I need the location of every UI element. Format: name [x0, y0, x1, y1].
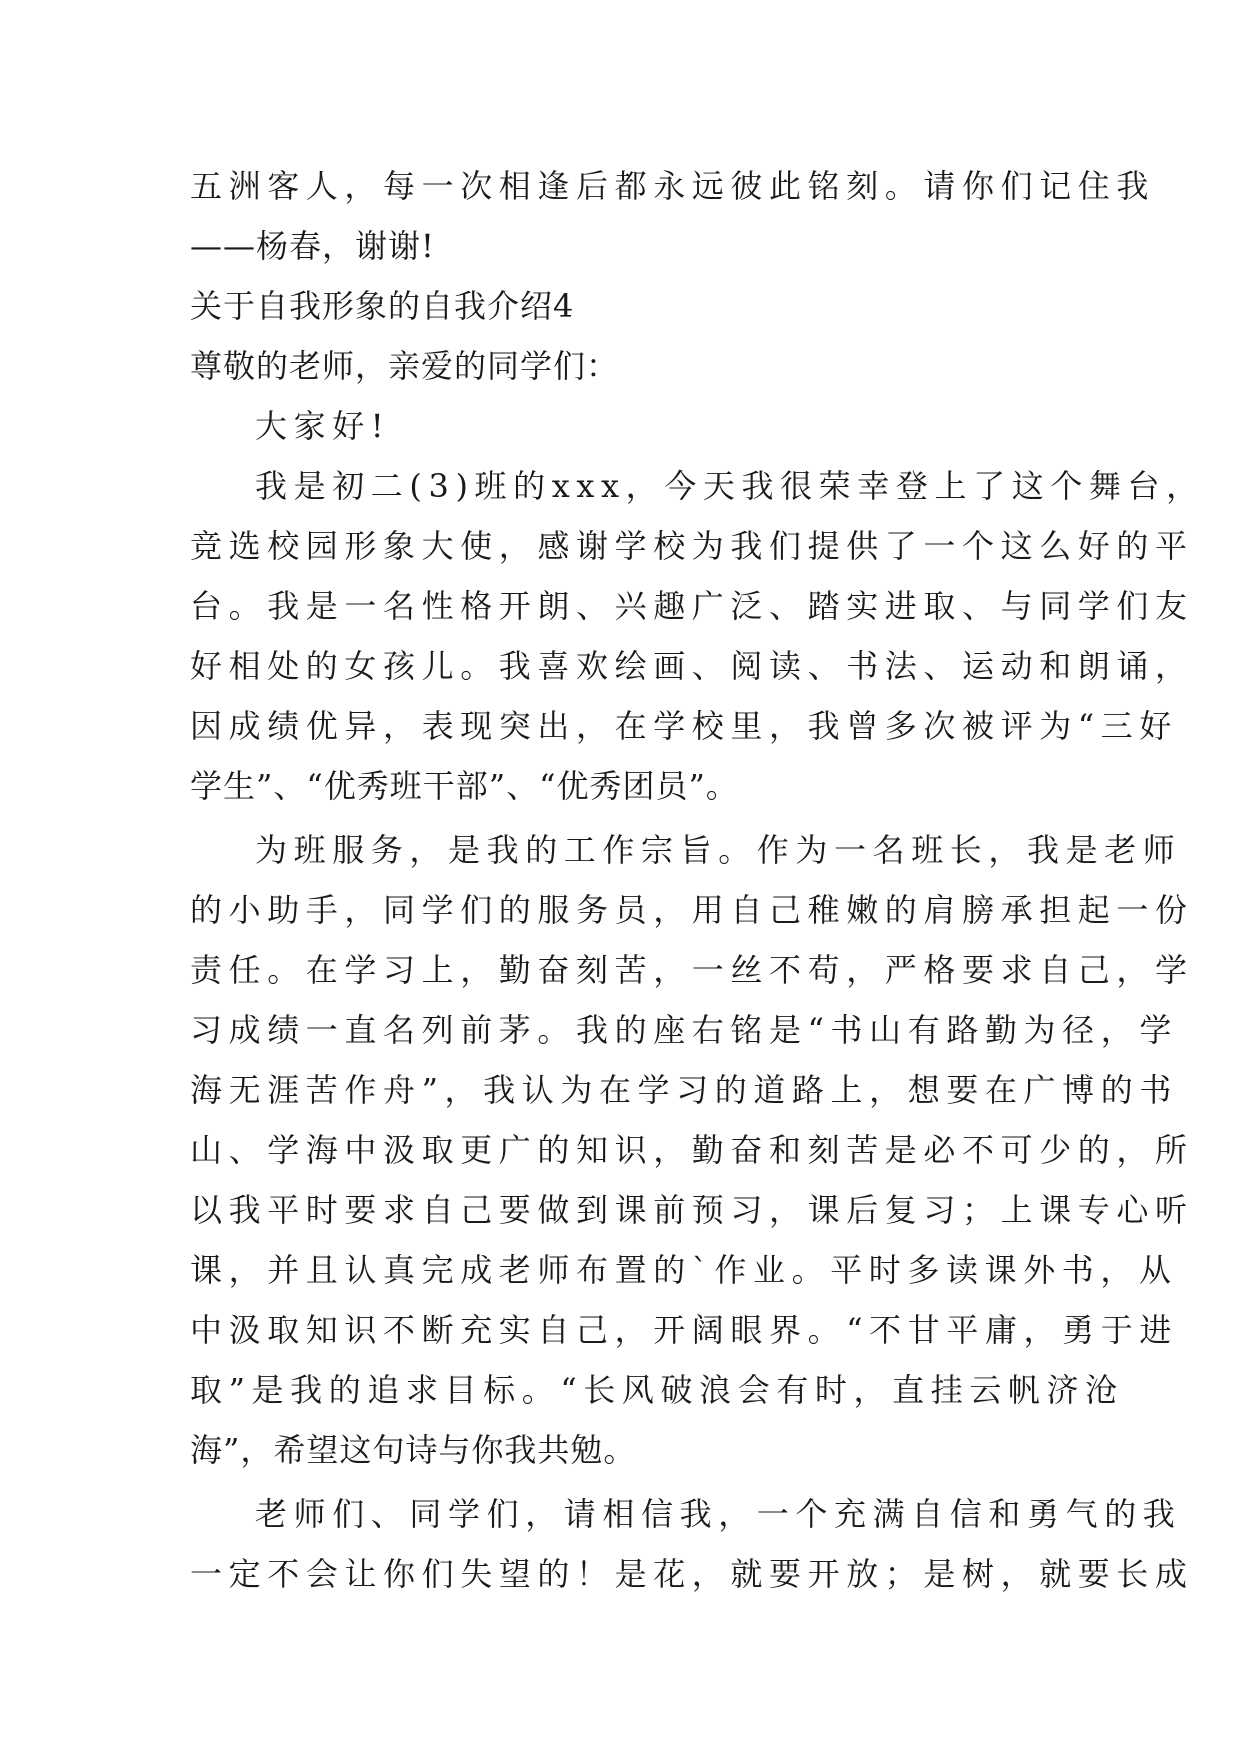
text-line: 好相处的女孩儿。我喜欢绘画、阅读、书法、运动和朗诵，: [190, 647, 1194, 685]
text-line: 五洲客人，每一次相逢后都永远彼此铭刻。请你们记住我: [190, 167, 1156, 205]
text-line: 海无涯苦作舟”，我认为在学习的道路上，想要在广博的书: [190, 1071, 1178, 1109]
text-line: 学生”、“优秀班干部”、“优秀团员”。: [190, 767, 739, 805]
salutation: 尊敬的老师，亲爱的同学们：: [190, 347, 620, 385]
text-line: 中汲取知识不断充实自己，开阔眼界。“不甘平庸，勇于进: [190, 1311, 1178, 1349]
text-line: 竞选校园形象大使，感谢学校为我们提供了一个这么好的平: [190, 527, 1194, 565]
text-line: 台。我是一名性格开朗、兴趣广泛、踏实进取、与同学们友: [190, 587, 1194, 625]
text-line: 我是初二(3)班的xxx，今天我很荣幸登上了这个舞台，: [255, 467, 1205, 505]
text-line: 海”，希望这句诗与你我共勉。: [190, 1431, 637, 1469]
text-line: 课，并且认真完成老师布置的`作业。平时多读课外书，从: [190, 1251, 1178, 1289]
greeting: 大家好!: [255, 407, 391, 445]
section-heading: 关于自我形象的自我介绍4: [190, 287, 575, 325]
text-line: 责任。在学习上，勤奋刻苦，一丝不苟，严格要求自己，学: [190, 951, 1194, 989]
text-line: 山、学海中汲取更广的知识，勤奋和刻苦是必不可少的，所: [190, 1131, 1194, 1169]
text-line: ——杨春，谢谢!: [190, 227, 435, 265]
text-line: 取”是我的追求目标。“长风破浪会有时，直挂云帆济沧: [190, 1371, 1124, 1409]
text-line: 因成绩优异，表现突出，在学校里，我曾多次被评为“三好: [190, 707, 1178, 745]
text-line: 一定不会让你们失望的！是花，就要开放；是树，就要长成: [190, 1555, 1194, 1593]
text-line: 习成绩一直名列前茅。我的座右铭是“书山有路勤为径，学: [190, 1011, 1178, 1049]
text-line: 为班服务，是我的工作宗旨。作为一名班长，我是老师: [255, 831, 1182, 869]
text-line: 以我平时要求自己要做到课前预习，课后复习；上课专心听: [190, 1191, 1194, 1229]
text-line: 的小助手，同学们的服务员，用自己稚嫩的肩膀承担起一份: [190, 891, 1194, 929]
text-line: 老师们、同学们，请相信我，一个充满自信和勇气的我: [255, 1495, 1182, 1533]
